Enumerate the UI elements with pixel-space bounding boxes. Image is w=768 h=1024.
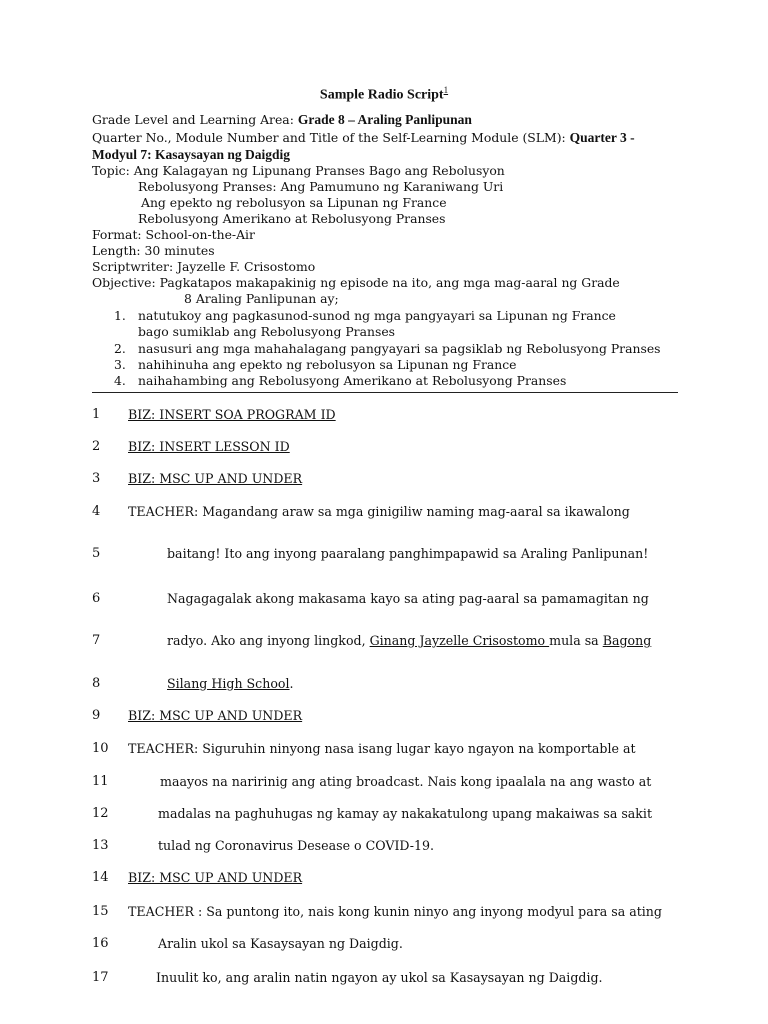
line-number: 17 [92, 970, 109, 985]
line-number: 5 [92, 546, 101, 561]
line-number: 16 [92, 936, 109, 951]
footnote-mark[interactable]: 1 [443, 85, 449, 95]
objective-number: 1. [114, 308, 126, 323]
school-name: Bagong [602, 633, 652, 648]
script-line-text: mula sa [549, 633, 603, 648]
line-number: 13 [92, 838, 109, 853]
script-line-text: . [289, 676, 294, 691]
objective-continuation: 8 Araling Panlipunan ay; [184, 291, 339, 306]
objective-line: Objective: Pagkatapos makapakinig ng episode na ito, ang mga mag-aaral ng Grade [92, 275, 620, 290]
topic-line: Topic: Ang Kalagayan ng Lipunang Pranses Bago ang Rebolusyon [92, 163, 505, 178]
biz-cue: BIZ: INSERT SOA PROGRAM ID [128, 407, 336, 422]
module-line [92, 147, 290, 163]
grade-value: Grade 8 – Araling Panlipunan [297, 112, 472, 127]
line-number: 11 [92, 774, 109, 789]
biz-cue: BIZ: MSC UP AND UNDER [128, 870, 303, 885]
objective-item: natutukoy ang pagkasunod-sunod ng mga pangyayari sa Lipunan ng France [138, 308, 616, 323]
script-line: baitang! Ito ang inyong paaralang panghimpapawid sa Araling Panlipunan! [167, 546, 649, 561]
topic-subline: Rebolusyong Pranses: Ang Pamumuno ng Karaniwang Uri [138, 179, 504, 194]
biz-cue: BIZ: MSC UP AND UNDER [128, 708, 303, 723]
objective-item-continuation: bago sumiklab ang Rebolusyong Pranses [138, 324, 396, 339]
line-number: 9 [92, 708, 101, 723]
script-line-text: radyo. Ako ang inyong lingkod, [167, 633, 370, 648]
script-line: TEACHER: Magandang araw sa mga ginigiliw naming mag-aaral sa ikawalong [128, 504, 630, 519]
line-number: 4 [92, 504, 101, 519]
line-number: 14 [92, 870, 109, 885]
script-line: Inuulit ko, ang aralin natin ngayon ay ukol sa Kasaysayan ng Daigdig. [156, 970, 603, 985]
objective-item: nahihinuha ang epekto ng rebolusyon sa Lipunan ng France [138, 357, 517, 372]
format-line: Format: School-on-the-Air [92, 227, 255, 242]
document-title [0, 85, 768, 104]
objective-number: 4. [114, 373, 126, 388]
quarter-label: Quarter No., Module Number and Title of the Self-Learning Module (SLM): [92, 130, 570, 145]
script-line: Nagagagalak akong makasama kayo sa ating pag-aaral sa pamamagitan ng [167, 591, 649, 606]
line-number: 1 [92, 407, 101, 422]
script-line: tulad ng Coronavirus Desease o COVID-19. [158, 838, 435, 853]
title-text: Sample Radio Script [319, 87, 444, 103]
line-number: 10 [92, 741, 109, 756]
line-number: 6 [92, 591, 101, 606]
objective-item: nasusuri ang mga mahahalagang pangyayari sa pagsiklab ng Rebolusyong Pranses [138, 341, 661, 356]
script-line [167, 676, 294, 691]
line-number: 15 [92, 904, 109, 919]
line-number: 3 [92, 471, 101, 486]
topic-subline: Rebolusyong Amerikano at Rebolusyong Pranses [138, 211, 446, 226]
teacher-name: Ginang Jayzelle Crisostomo [369, 633, 550, 648]
objective-item: naihahambing ang Rebolusyong Amerikano at Rebolusyong Pranses [138, 373, 567, 388]
line-number: 12 [92, 806, 109, 821]
scriptwriter-line: Scriptwriter: Jayzelle F. Crisostomo [92, 259, 316, 274]
length-line: Length: 30 minutes [92, 243, 215, 258]
biz-cue: BIZ: MSC UP AND UNDER [128, 471, 303, 486]
script-line: maayos na naririnig ang ating broadcast. Nais kong ipaalala na ang wasto at [160, 774, 652, 789]
biz-cue: BIZ: INSERT LESSON ID [128, 439, 290, 454]
line-number: 8 [92, 676, 101, 691]
topic-subline: Ang epekto ng rebolusyon sa Lipunan ng France [141, 195, 447, 210]
script-line [167, 633, 651, 648]
script-line: TEACHER : Sa puntong ito, nais kong kunin ninyo ang inyong modyul para sa ating [128, 904, 662, 919]
script-line: madalas na paghuhugas ng kamay ay nakakatulong upang makaiwas sa sakit [158, 806, 653, 821]
line-number: 7 [92, 633, 101, 648]
school-name: Silang High School [167, 676, 290, 691]
objective-number: 3. [114, 357, 126, 372]
script-line: TEACHER: Siguruhin ninyong nasa isang lugar kayo ngayon na komportable at [128, 741, 636, 756]
objective-number: 2. [114, 341, 126, 356]
grade-label: Grade Level and Learning Area: [92, 112, 298, 127]
grade-level-line [92, 112, 472, 128]
quarter-line [92, 130, 635, 146]
header-divider [92, 392, 678, 393]
script-line: Aralin ukol sa Kasaysayan ng Daigdig. [158, 936, 403, 951]
quarter-value-b: Modyul 7: Kasaysayan ng Daigdig [92, 147, 291, 162]
quarter-value-a: Quarter 3 - [569, 130, 635, 145]
line-number: 2 [92, 439, 101, 454]
